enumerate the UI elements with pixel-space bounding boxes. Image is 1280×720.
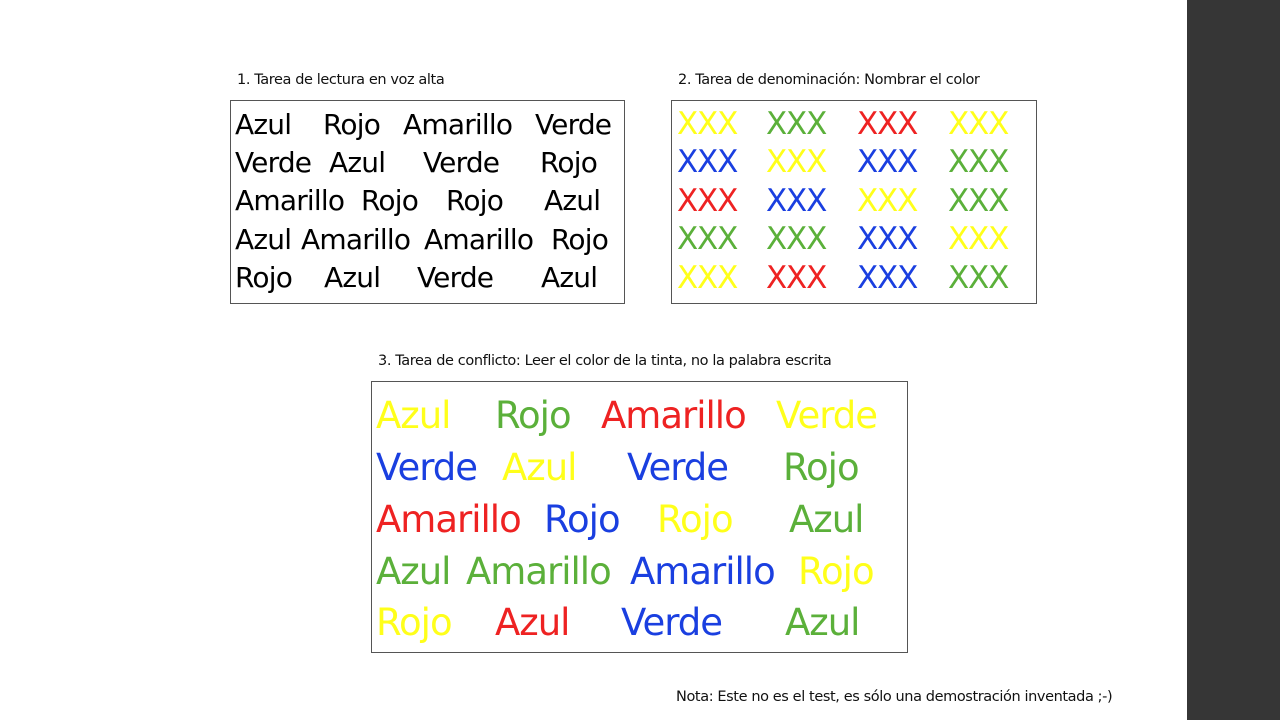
task1-word: Verde [235, 146, 312, 179]
task1-word: Rojo [540, 146, 598, 179]
task3-colored-word: Verde [376, 446, 478, 489]
task2-xxx-mark: XXX [677, 183, 738, 219]
task3-colored-word: Amarillo [601, 394, 746, 437]
task2-xxx-mark: XXX [948, 260, 1009, 296]
task1-word: Rojo [361, 184, 419, 217]
task1-word: Azul [235, 223, 292, 256]
task3-colored-word: Rojo [657, 498, 733, 541]
task2-color-grid [671, 100, 1037, 304]
task2-xxx-mark: XXX [766, 106, 827, 142]
task3-colored-word: Azul [495, 601, 570, 644]
task1-word: Rojo [235, 261, 293, 294]
task1-word: Amarillo [301, 223, 411, 256]
task3-title: 3. Tarea de conflicto: Leer el color de la tinta, no la palabra escrita [378, 353, 832, 369]
task3-colored-word: Rojo [376, 601, 452, 644]
task2-xxx-mark: XXX [766, 144, 827, 180]
task1-word: Rojo [551, 223, 609, 256]
task3-colored-word: Azul [376, 394, 451, 437]
task3-colored-word: Amarillo [630, 550, 775, 593]
task2-xxx-mark: XXX [948, 106, 1009, 142]
task2-xxx-mark: XXX [857, 106, 918, 142]
task1-word: Azul [544, 184, 601, 217]
disclaimer-note: Nota: Este no es el test, es sólo una demostración inventada ;-) [676, 689, 1113, 705]
task1-word: Rojo [446, 184, 504, 217]
task1-word: Azul [235, 108, 292, 141]
task1-word: Azul [329, 146, 386, 179]
task3-colored-word: Verde [621, 601, 723, 644]
task3-colored-word: Azul [789, 498, 864, 541]
task3-colored-word: Rojo [495, 394, 571, 437]
task3-colored-word: Rojo [783, 446, 859, 489]
task3-colored-word: Rojo [798, 550, 874, 593]
task2-xxx-mark: XXX [766, 221, 827, 257]
task2-xxx-mark: XXX [677, 106, 738, 142]
task2-xxx-mark: XXX [677, 260, 738, 296]
task2-xxx-mark: XXX [948, 183, 1009, 219]
task3-colored-word: Azul [502, 446, 577, 489]
task1-word: Verde [423, 146, 500, 179]
task2-xxx-mark: XXX [948, 221, 1009, 257]
task1-word: Amarillo [235, 184, 345, 217]
task2-xxx-mark: XXX [766, 183, 827, 219]
task1-word: Amarillo [403, 108, 513, 141]
task3-colored-word: Azul [376, 550, 451, 593]
task1-title: 1. Tarea de lectura en voz alta [237, 72, 445, 88]
task1-word: Azul [541, 261, 598, 294]
task2-xxx-mark: XXX [857, 260, 918, 296]
task2-xxx-mark: XXX [857, 183, 918, 219]
task3-colored-word: Verde [776, 394, 878, 437]
task3-colored-word: Azul [785, 601, 860, 644]
task3-colored-word: Rojo [544, 498, 620, 541]
task2-xxx-mark: XXX [948, 144, 1009, 180]
task1-word-grid [230, 100, 625, 304]
task1-word: Verde [535, 108, 612, 141]
task2-xxx-mark: XXX [766, 260, 827, 296]
task2-title: 2. Tarea de denominación: Nombrar el color [678, 72, 980, 88]
task2-xxx-mark: XXX [857, 144, 918, 180]
task3-colored-word: Verde [627, 446, 729, 489]
dark-side-panel [1187, 0, 1280, 720]
task1-word: Amarillo [424, 223, 534, 256]
task3-conflict-grid [371, 381, 908, 653]
task1-word: Azul [324, 261, 381, 294]
task1-word: Rojo [323, 108, 381, 141]
task2-xxx-mark: XXX [677, 144, 738, 180]
task3-colored-word: Amarillo [376, 498, 521, 541]
task1-word: Verde [417, 261, 494, 294]
task3-colored-word: Amarillo [466, 550, 611, 593]
task2-xxx-mark: XXX [857, 221, 918, 257]
task2-xxx-mark: XXX [677, 221, 738, 257]
